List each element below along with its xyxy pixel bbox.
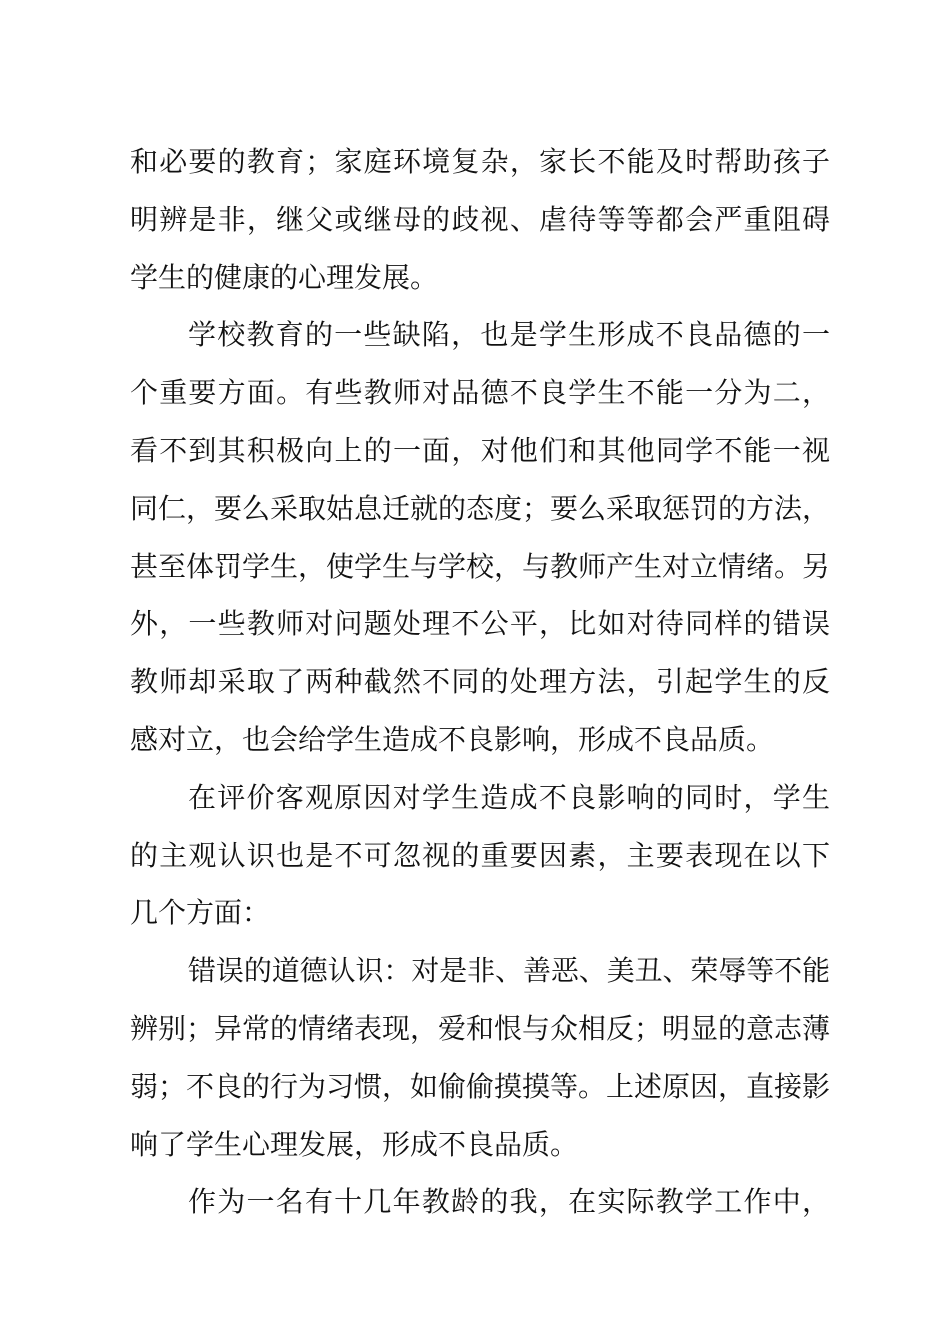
text-line: 学生的健康的心理发展。 bbox=[130, 260, 439, 294]
text-line: 的主观认识也是不可忽视的重要因素，主要表现在以下 bbox=[130, 838, 830, 872]
text-line: 同仁，要么采取姑息迁就的态度；要么采取惩罚的方法， bbox=[130, 491, 830, 525]
paragraph-start-line: 错误的道德认识：对是非、善恶、美丑、荣辱等不能 bbox=[188, 954, 830, 988]
text-line: 和必要的教育；家庭环境复杂，家长不能及时帮助孩子 bbox=[130, 145, 830, 178]
text-line: 看不到其积极向上的一面，对他们和其他同学不能一视 bbox=[130, 433, 830, 467]
paragraph-start-line: 在评价客观原因对学生造成不良影响的同时，学生 bbox=[188, 780, 830, 814]
text-line: 甚至体罚学生，使学生与学校，与教师产生对立情绪。另 bbox=[130, 549, 830, 583]
text-line: 响了学生心理发展，形成不良品质。 bbox=[130, 1127, 579, 1161]
paragraph-start-line: 作为一名有十几年教龄的我，在实际教学工作中， bbox=[188, 1185, 830, 1219]
text-line: 明辨是非，继父或继母的歧视、虐待等等都会严重阻碍 bbox=[130, 202, 830, 236]
text-line: 几个方面： bbox=[130, 896, 271, 930]
text-line: 感对立，也会给学生造成不良影响，形成不良品质。 bbox=[130, 722, 775, 756]
text-line: 外，一些教师对问题处理不公平，比如对待同样的错误 bbox=[130, 607, 830, 641]
document-body bbox=[130, 133, 830, 1231]
text-line: 个重要方面。有些教师对品德不良学生不能一分为二， bbox=[130, 376, 830, 410]
text-line: 辨别；异常的情绪表现，爱和恨与众相反；明显的意志薄 bbox=[130, 1011, 830, 1045]
paragraph-start-line: 学校教育的一些缺陷，也是学生形成不良品德的一 bbox=[188, 318, 830, 352]
text-line: 弱；不良的行为习惯，如偷偷摸摸等。上述原因，直接影 bbox=[130, 1069, 830, 1103]
text-line: 教师却采取了两种截然不同的处理方法，引起学生的反 bbox=[130, 665, 830, 699]
